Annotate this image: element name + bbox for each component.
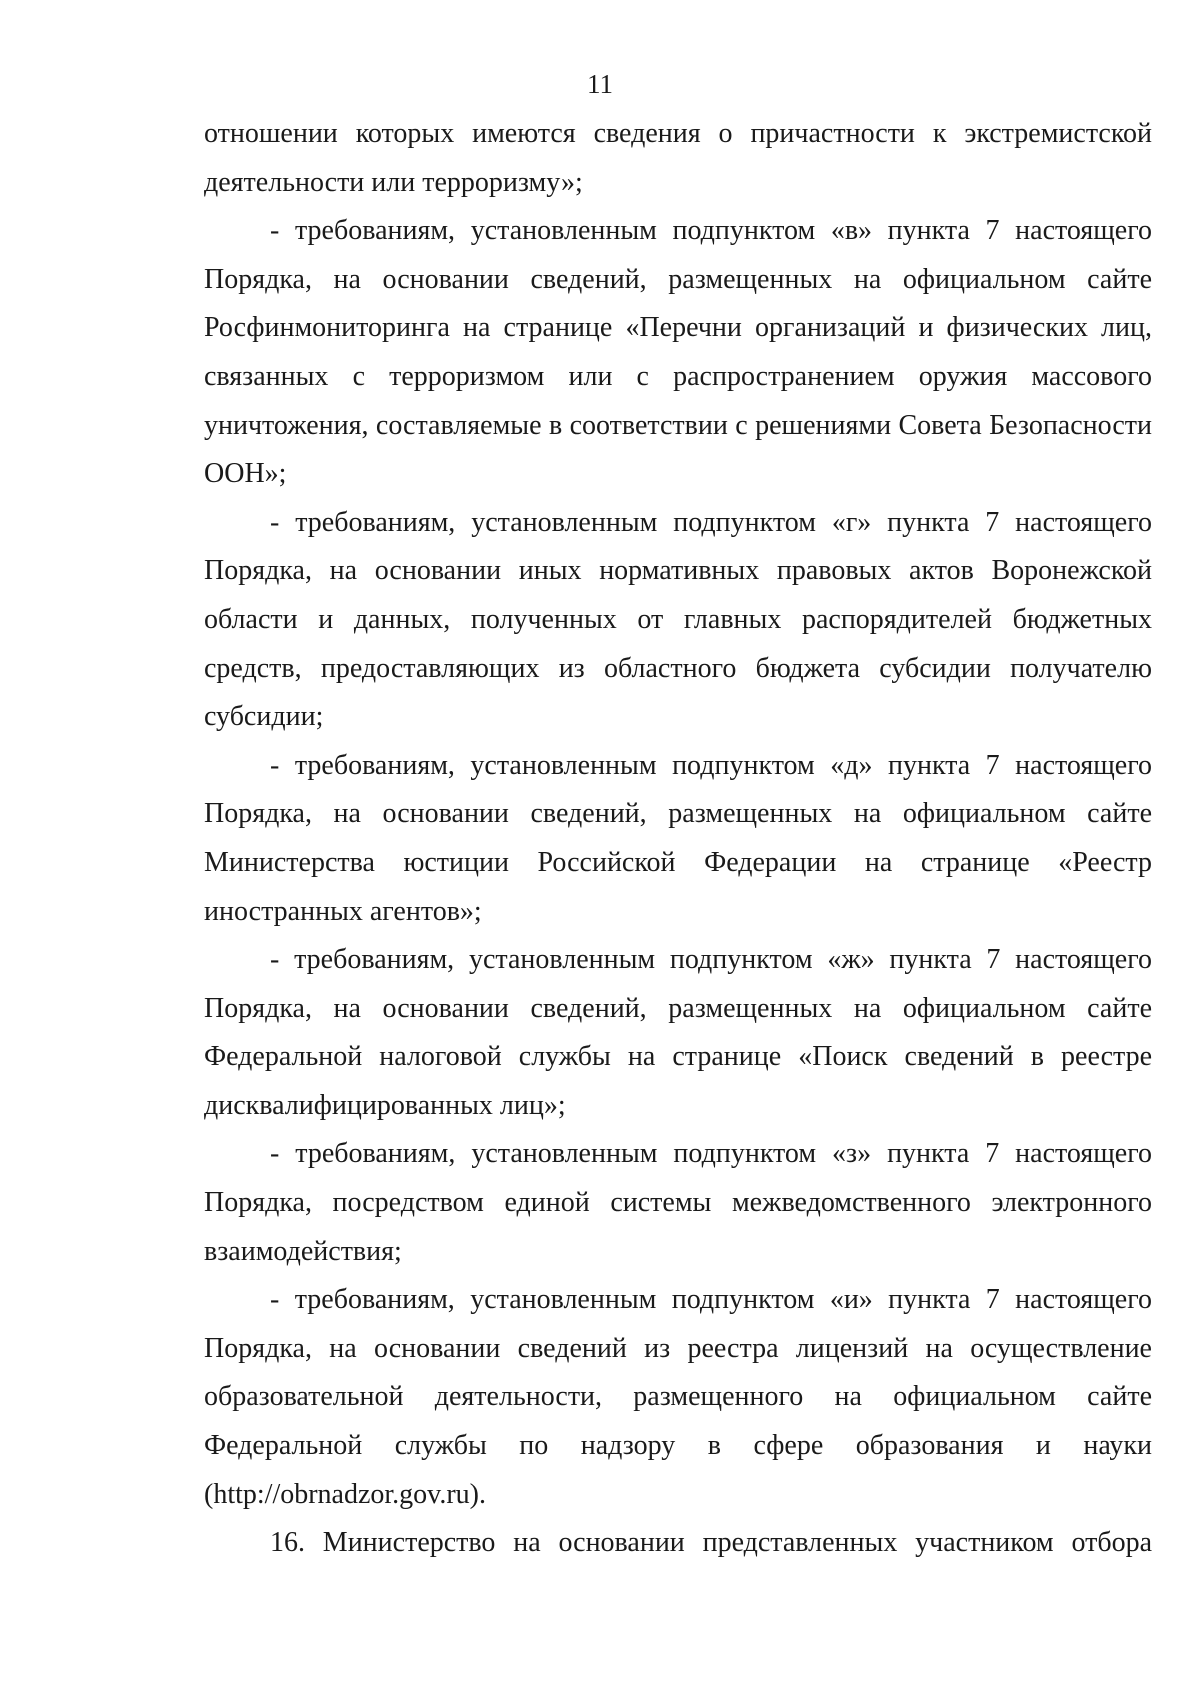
paragraph-continuation: отношении которых имеются сведения о причастности к экстремистской деятельности или терроризму»;	[204, 118, 1152, 198]
paragraph-requirement-i: - требованиям, установленным подпунктом «и» пункта 7 настоящего Порядка, на основании сведений из реестра лицензий на осуществление образовательной деятельности, размещенного на официальном сайте Федеральной службы по надзору в сфере образования и науки (http://obrnadzor.gov.ru).	[204, 1284, 1152, 1510]
paragraph-requirement-zh: - требованиям, установленным подпунктом «ж» пункта 7 настоящего Порядка, на основании сведений, размещенных на официальном сайте Федеральной налоговой службы на странице «Поиск сведений в реестре дисквалифицированных лиц»;	[204, 944, 1152, 1121]
paragraph-item-16: 16. Министерство на основании представленных участником отбора	[270, 1527, 1152, 1559]
paragraph-requirement-v: - требованиям, установленным подпунктом «в» пункта 7 настоящего Порядка, на основании сведений, размещенных на официальном сайте Росфинмониторинга на странице «Перечни организаций и физических лиц, связанных с терроризмом или с распространением оружия массового уничтожения, составляемые в соответствии с решениями Совета Безопасности ООН»;	[204, 215, 1152, 490]
paragraph-requirement-g: - требованиям, установленным подпунктом «г» пункта 7 настоящего Порядка, на основании иных нормативных правовых актов Воронежской области и данных, полученных от главных распорядителей бюджетных средств, предоставляющих из областного бюджета субсидии получателю субсидии;	[204, 506, 1152, 733]
paragraph-requirement-d: - требованиям, установленным подпунктом «д» пункта 7 настоящего Порядка, на основании сведений, размещенных на официальном сайте Министерства юстиции Российской Федерации на странице «Реестр иностранных агентов»;	[204, 749, 1152, 927]
page-number: 11	[587, 69, 613, 99]
document-body	[204, 110, 1152, 1568]
paragraph-requirement-z: - требованиям, установленным подпунктом «з» пункта 7 настоящего Порядка, посредством единой системы межведомственного электронного взаимодействия;	[204, 1138, 1152, 1267]
